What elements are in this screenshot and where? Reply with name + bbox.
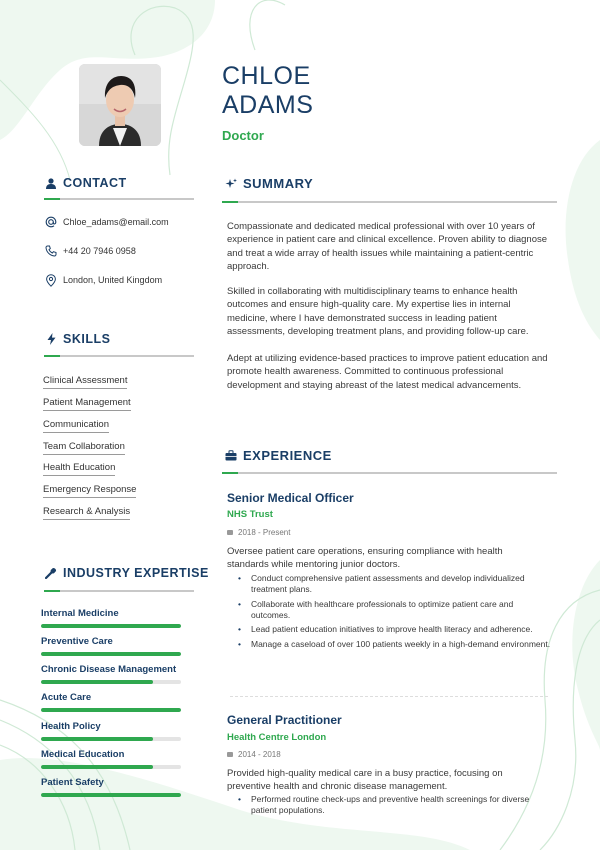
- expertise-bar-fill: [41, 680, 153, 684]
- expertise-bar: [41, 652, 181, 656]
- skill-item: Health Education: [43, 462, 115, 476]
- profile-photo: [79, 64, 161, 146]
- person-icon: [44, 178, 58, 189]
- skills-heading-label: SKILLS: [63, 332, 111, 346]
- experience-heading-label: EXPERIENCE: [243, 448, 332, 463]
- job-role: Doctor: [222, 128, 264, 143]
- contact-email-text: Chloe_adams@email.com: [63, 217, 169, 227]
- expertise-label: Acute Care: [41, 692, 92, 703]
- contact-location-text: London, United Kingdom: [63, 275, 163, 285]
- summary-paragraph: Adept at utilizing evidence-based practices to improve patient education and promote health awareness. Committed to continuous professional development and staying abreast of the latest medical advancements.: [227, 353, 548, 391]
- contact-divider: [44, 198, 194, 200]
- job-bullet: • Collaborate with healthcare professionals to optimize patient care and outcomes.: [238, 599, 553, 621]
- summary-heading-label: SUMMARY: [243, 176, 314, 191]
- job-description: Provided high-quality medical care in a busy practice, focusing on preventive health and chronic disease management.: [227, 768, 503, 792]
- skill-item: Communication: [43, 419, 109, 433]
- job-title: Senior Medical Officer: [227, 491, 354, 505]
- skill-item: Emergency Response: [43, 484, 136, 498]
- expertise-bar: [41, 708, 181, 712]
- job-company: Health Centre London: [227, 732, 327, 743]
- expertise-bar-fill: [41, 652, 181, 656]
- job-dates: [227, 750, 281, 759]
- job-description: Oversee patient care operations, ensuring compliance with health standards while mentoring junior doctors.: [227, 546, 503, 570]
- expertise-bar: [41, 624, 181, 628]
- calendar-icon: [227, 752, 233, 757]
- expertise-bar-fill: [41, 624, 181, 628]
- summary-heading: [224, 176, 313, 191]
- contact-location: [44, 273, 162, 287]
- expertise-bar-fill: [41, 793, 181, 797]
- job-dates-text: 2018 - Present: [238, 528, 291, 537]
- job-bullet: • Conduct comprehensive patient assessments and develop individualized treatment plans.: [238, 573, 553, 595]
- summary-paragraph: Compassionate and dedicated medical professional with over 10 years of experience in patient care and clinical excellence. Proven ability to diagnose and treat a wide array of health issues while maintaining a patient-centric approach.: [227, 221, 548, 272]
- expertise-label: Health Policy: [41, 721, 101, 732]
- expertise-bar: [41, 765, 181, 769]
- experience-divider: [222, 472, 557, 474]
- expertise-label: Internal Medicine: [41, 608, 119, 619]
- full-name: [222, 62, 313, 120]
- sparkle-icon: [224, 178, 238, 190]
- expertise-label: Chronic Disease Management: [41, 664, 177, 675]
- skill-item: Team Collaboration: [43, 441, 125, 455]
- job-bullet: • Manage a caseload of over 100 patients weekly in a high-demand environment.: [238, 639, 553, 650]
- contact-phone[interactable]: [44, 244, 136, 258]
- first-name: CHLOE: [222, 62, 311, 90]
- summary-divider: [222, 201, 557, 203]
- lightning-icon: [44, 333, 58, 345]
- expertise-label: Medical Education: [41, 749, 125, 760]
- skill-item: Research & Analysis: [43, 506, 130, 520]
- expertise-heading-label: INDUSTRY EXPERTISE: [63, 566, 209, 580]
- skills-heading: [44, 332, 110, 346]
- expertise-bar: [41, 680, 181, 684]
- job-bullet: • Lead patient education initiatives to improve health literacy and adherence.: [238, 624, 553, 635]
- expertise-bar: [41, 793, 181, 797]
- expertise-bar-fill: [41, 765, 153, 769]
- briefcase-icon: [224, 450, 238, 461]
- expertise-bar-fill: [41, 737, 153, 741]
- last-name: ADAMS: [222, 91, 314, 119]
- calendar-icon: [227, 530, 233, 535]
- expertise-heading: [44, 566, 209, 580]
- skill-item: Patient Management: [43, 397, 131, 411]
- expertise-label: Patient Safety: [41, 777, 104, 788]
- job-separator: [230, 696, 548, 697]
- expertise-bar-fill: [41, 708, 181, 712]
- expertise-bar: [41, 737, 181, 741]
- job-bullets: [238, 573, 553, 653]
- skills-divider: [44, 355, 194, 357]
- at-icon: [44, 215, 58, 229]
- wrench-icon: [44, 567, 58, 579]
- job-bullet: • Performed routine check-ups and preventive health screenings for diverse patient populations.: [238, 794, 553, 816]
- experience-heading: [224, 448, 332, 463]
- expertise-label: Preventive Care: [41, 636, 113, 647]
- expertise-divider: [44, 590, 194, 592]
- job-bullets: [238, 794, 553, 820]
- job-dates: [227, 528, 290, 537]
- contact-email[interactable]: [44, 215, 169, 229]
- job-title: General Practitioner: [227, 713, 342, 727]
- job-company: NHS Trust: [227, 509, 273, 520]
- summary-paragraph: Skilled in collaborating with multidisciplinary teams to enhance health outcomes and ensure high-quality care. My expertise lies in internal medicine, where I have demonstrated success in leading patient assessments, developing treatment plans, and providing follow-up care.: [227, 286, 529, 337]
- contact-phone-text: +44 20 7946 0958: [63, 246, 136, 256]
- contact-heading: [44, 176, 127, 190]
- contact-heading-label: CONTACT: [63, 176, 127, 190]
- job-dates-text: 2014 - 2018: [238, 750, 281, 759]
- phone-icon: [44, 244, 58, 258]
- skill-item: Clinical Assessment: [43, 375, 127, 389]
- location-pin-icon: [44, 273, 58, 287]
